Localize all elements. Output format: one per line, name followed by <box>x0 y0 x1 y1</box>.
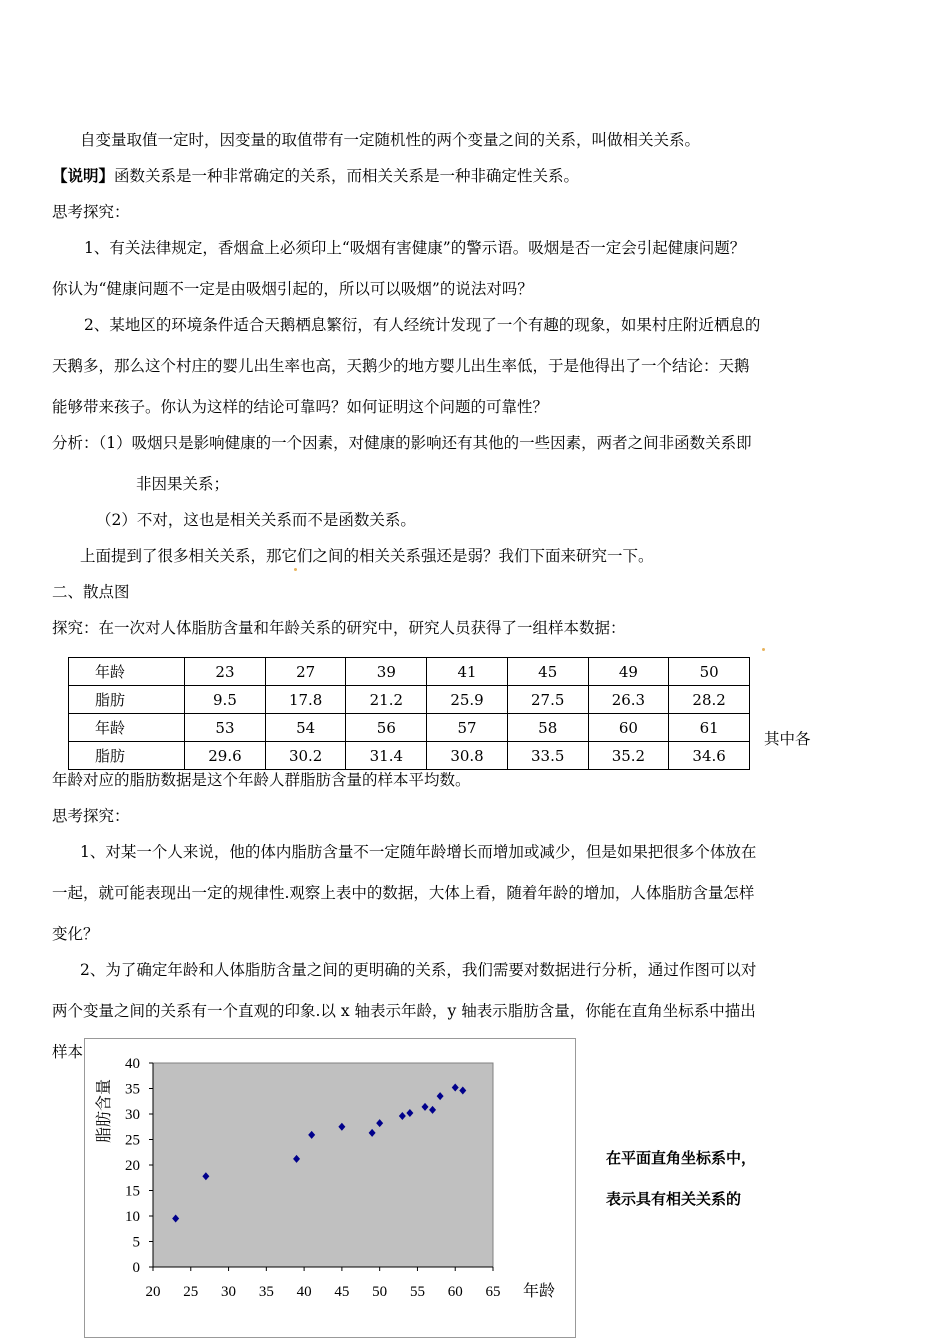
table-cell: 45 <box>507 658 588 686</box>
table-cell: 41 <box>427 658 508 686</box>
note-text: 函数关系是一种非常确定的关系，而相关关系是一种非确定性关系。 <box>114 167 580 185</box>
para-correlation-definition: 自变量取值一定时，因变量的取值带有一定随机性的两个变量之间的关系，叫做相关关系。 <box>80 131 701 149</box>
age-fat-table <box>68 657 750 770</box>
table-cell: 34.6 <box>669 742 750 770</box>
y-tick-label: 15 <box>125 1183 140 1200</box>
para-analysis-1: 分析：（1）吸烟只是影响健康的一个因素，对健康的影响还有其他的一些因素，两者之间非函数关系即 <box>52 434 752 452</box>
table-row <box>69 714 750 742</box>
table-cell: 年龄 <box>69 714 185 742</box>
para-think-heading-2: 思考探究： <box>52 807 130 825</box>
para-strength-intro: 上面提到了很多相关关系，那它们之间的相关关系强还是弱？我们下面来研究一下。 <box>80 547 654 565</box>
table-cell: 28.2 <box>669 686 750 714</box>
table-row <box>69 658 750 686</box>
table-cell: 30.2 <box>265 742 346 770</box>
table-cell: 31.4 <box>346 742 427 770</box>
para-q2-cont1: 两个变量之间的关系有一个直观的印象.以 x 轴表示年龄，y 轴表示脂肪含量，你能在直角坐标系中描出 <box>52 1002 756 1020</box>
table-cell: 27 <box>265 658 346 686</box>
para-swan-q2-cont2: 能够带来孩子。你认为这样的结论可靠吗？如何证明这个问题的可靠性？ <box>52 398 549 416</box>
stray-mark <box>294 568 297 571</box>
side-note-line2: 表示具有相关关系的 <box>606 1190 742 1208</box>
table-row <box>69 686 750 714</box>
x-tick-label: 45 <box>334 1284 350 1300</box>
table-cell: 29.6 <box>185 742 266 770</box>
para-q2: 2、为了确定年龄和人体脂肪含量之间的更明确的关系，我们需要对数据进行分析，通过作图可以对 <box>80 961 757 979</box>
y-tick-label: 10 <box>125 1209 140 1225</box>
para-think-heading: 思考探究： <box>52 203 130 221</box>
x-tick-label: 55 <box>409 1284 425 1300</box>
stray-mark <box>762 648 765 651</box>
para-q1-cont1: 一起，就可能表现出一定的规律性.观察上表中的数据，大体上看，随着年龄的增加，人体脂肪含量怎样 <box>52 884 755 902</box>
table-cell: 9.5 <box>185 686 266 714</box>
x-tick-label: 35 <box>258 1284 274 1300</box>
table-cell: 脂肪 <box>69 686 185 714</box>
table-cell: 21.2 <box>346 686 427 714</box>
table-cell: 50 <box>669 658 750 686</box>
table-cell: 脂肪 <box>69 742 185 770</box>
para-q2-cont2: 样本 <box>52 1043 84 1061</box>
table-cell: 26.3 <box>588 686 669 714</box>
para-q1-cont2: 变化？ <box>52 925 99 943</box>
para-explore-intro: 探究：在一次对人体脂肪含量和年龄关系的研究中，研究人员获得了一组样本数据： <box>52 619 626 637</box>
table-cell: 57 <box>427 714 508 742</box>
table-cell: 56 <box>346 714 427 742</box>
table-cell: 60 <box>588 714 669 742</box>
side-note-line1: 在平面直角坐标系中， <box>606 1149 757 1167</box>
table-cell: 49 <box>588 658 669 686</box>
para-swan-q2: 2、某地区的环境条件适合天鹅栖息繁衍，有人经统计发现了一个有趣的现象，如果村庄附近栖息的 <box>84 316 761 334</box>
x-tick-label: 60 <box>447 1284 463 1300</box>
table-cell: 27.5 <box>507 686 588 714</box>
scatter-chart <box>84 1038 576 1338</box>
para-smoking-q1: 1、有关法律规定，香烟盒上必须印上“吸烟有害健康”的警示语。吸烟是否一定会引起健康问题？ <box>84 239 746 257</box>
para-table-note: 年龄对应的脂肪数据是这个年龄人群脂肪含量的样本平均数。 <box>52 771 471 789</box>
table-cell: 33.5 <box>507 742 588 770</box>
table-cell: 39 <box>346 658 427 686</box>
table-cell: 61 <box>669 714 750 742</box>
plot-area <box>153 1063 493 1267</box>
table-cell: 54 <box>265 714 346 742</box>
para-smoking-q1-cont: 你认为“健康问题不一定是由吸烟引起的，所以可以吸烟”的说法对吗？ <box>52 280 533 298</box>
y-tick-label: 25 <box>125 1132 140 1149</box>
y-tick-label: 30 <box>125 1107 140 1123</box>
x-tick-label: 25 <box>183 1284 199 1300</box>
note-label: 【说明】 <box>52 167 115 185</box>
table-cell: 25.9 <box>427 686 508 714</box>
x-tick-label: 50 <box>372 1284 388 1300</box>
x-tick-label: 30 <box>221 1284 237 1300</box>
para-analysis-1-cont: 非因果关系； <box>136 475 230 493</box>
para-analysis-2: （2）不对，这也是相关关系而不是函数关系。 <box>96 511 416 529</box>
para-table-tail: 其中各 <box>764 730 811 748</box>
y-tick-label: 20 <box>125 1158 140 1174</box>
table-cell: 年龄 <box>69 658 185 686</box>
table-row <box>69 742 750 770</box>
table-cell: 58 <box>507 714 588 742</box>
para-swan-q2-cont1: 天鹅多，那么这个村庄的婴儿出生率也高，天鹅少的地方婴儿出生率低，于是他得出了一个结论：天鹅 <box>52 357 750 375</box>
y-tick-label: 0 <box>132 1260 140 1276</box>
x-axis-label: 年龄 <box>523 1283 556 1300</box>
table-cell: 30.8 <box>427 742 508 770</box>
para-q1: 1、对某一个人来说，他的体内脂肪含量不一定随年龄增长而增加或减少，但是如果把很多个体放在 <box>80 843 757 861</box>
y-tick-label: 5 <box>132 1234 140 1251</box>
para-note <box>52 164 579 186</box>
table-cell: 17.8 <box>265 686 346 714</box>
y-tick-label: 40 <box>125 1056 140 1072</box>
y-axis-label: 脂肪含量 <box>96 1078 113 1143</box>
x-tick-label: 65 <box>485 1284 501 1300</box>
section-heading-scatter: 二、散点图 <box>52 583 130 601</box>
scatter-chart-svg <box>85 1039 575 1337</box>
y-tick-label: 35 <box>125 1081 140 1098</box>
x-tick-label: 20 <box>145 1284 161 1300</box>
table-cell: 53 <box>185 714 266 742</box>
x-tick-label: 40 <box>296 1284 312 1300</box>
table-cell: 35.2 <box>588 742 669 770</box>
table-cell: 23 <box>185 658 266 686</box>
